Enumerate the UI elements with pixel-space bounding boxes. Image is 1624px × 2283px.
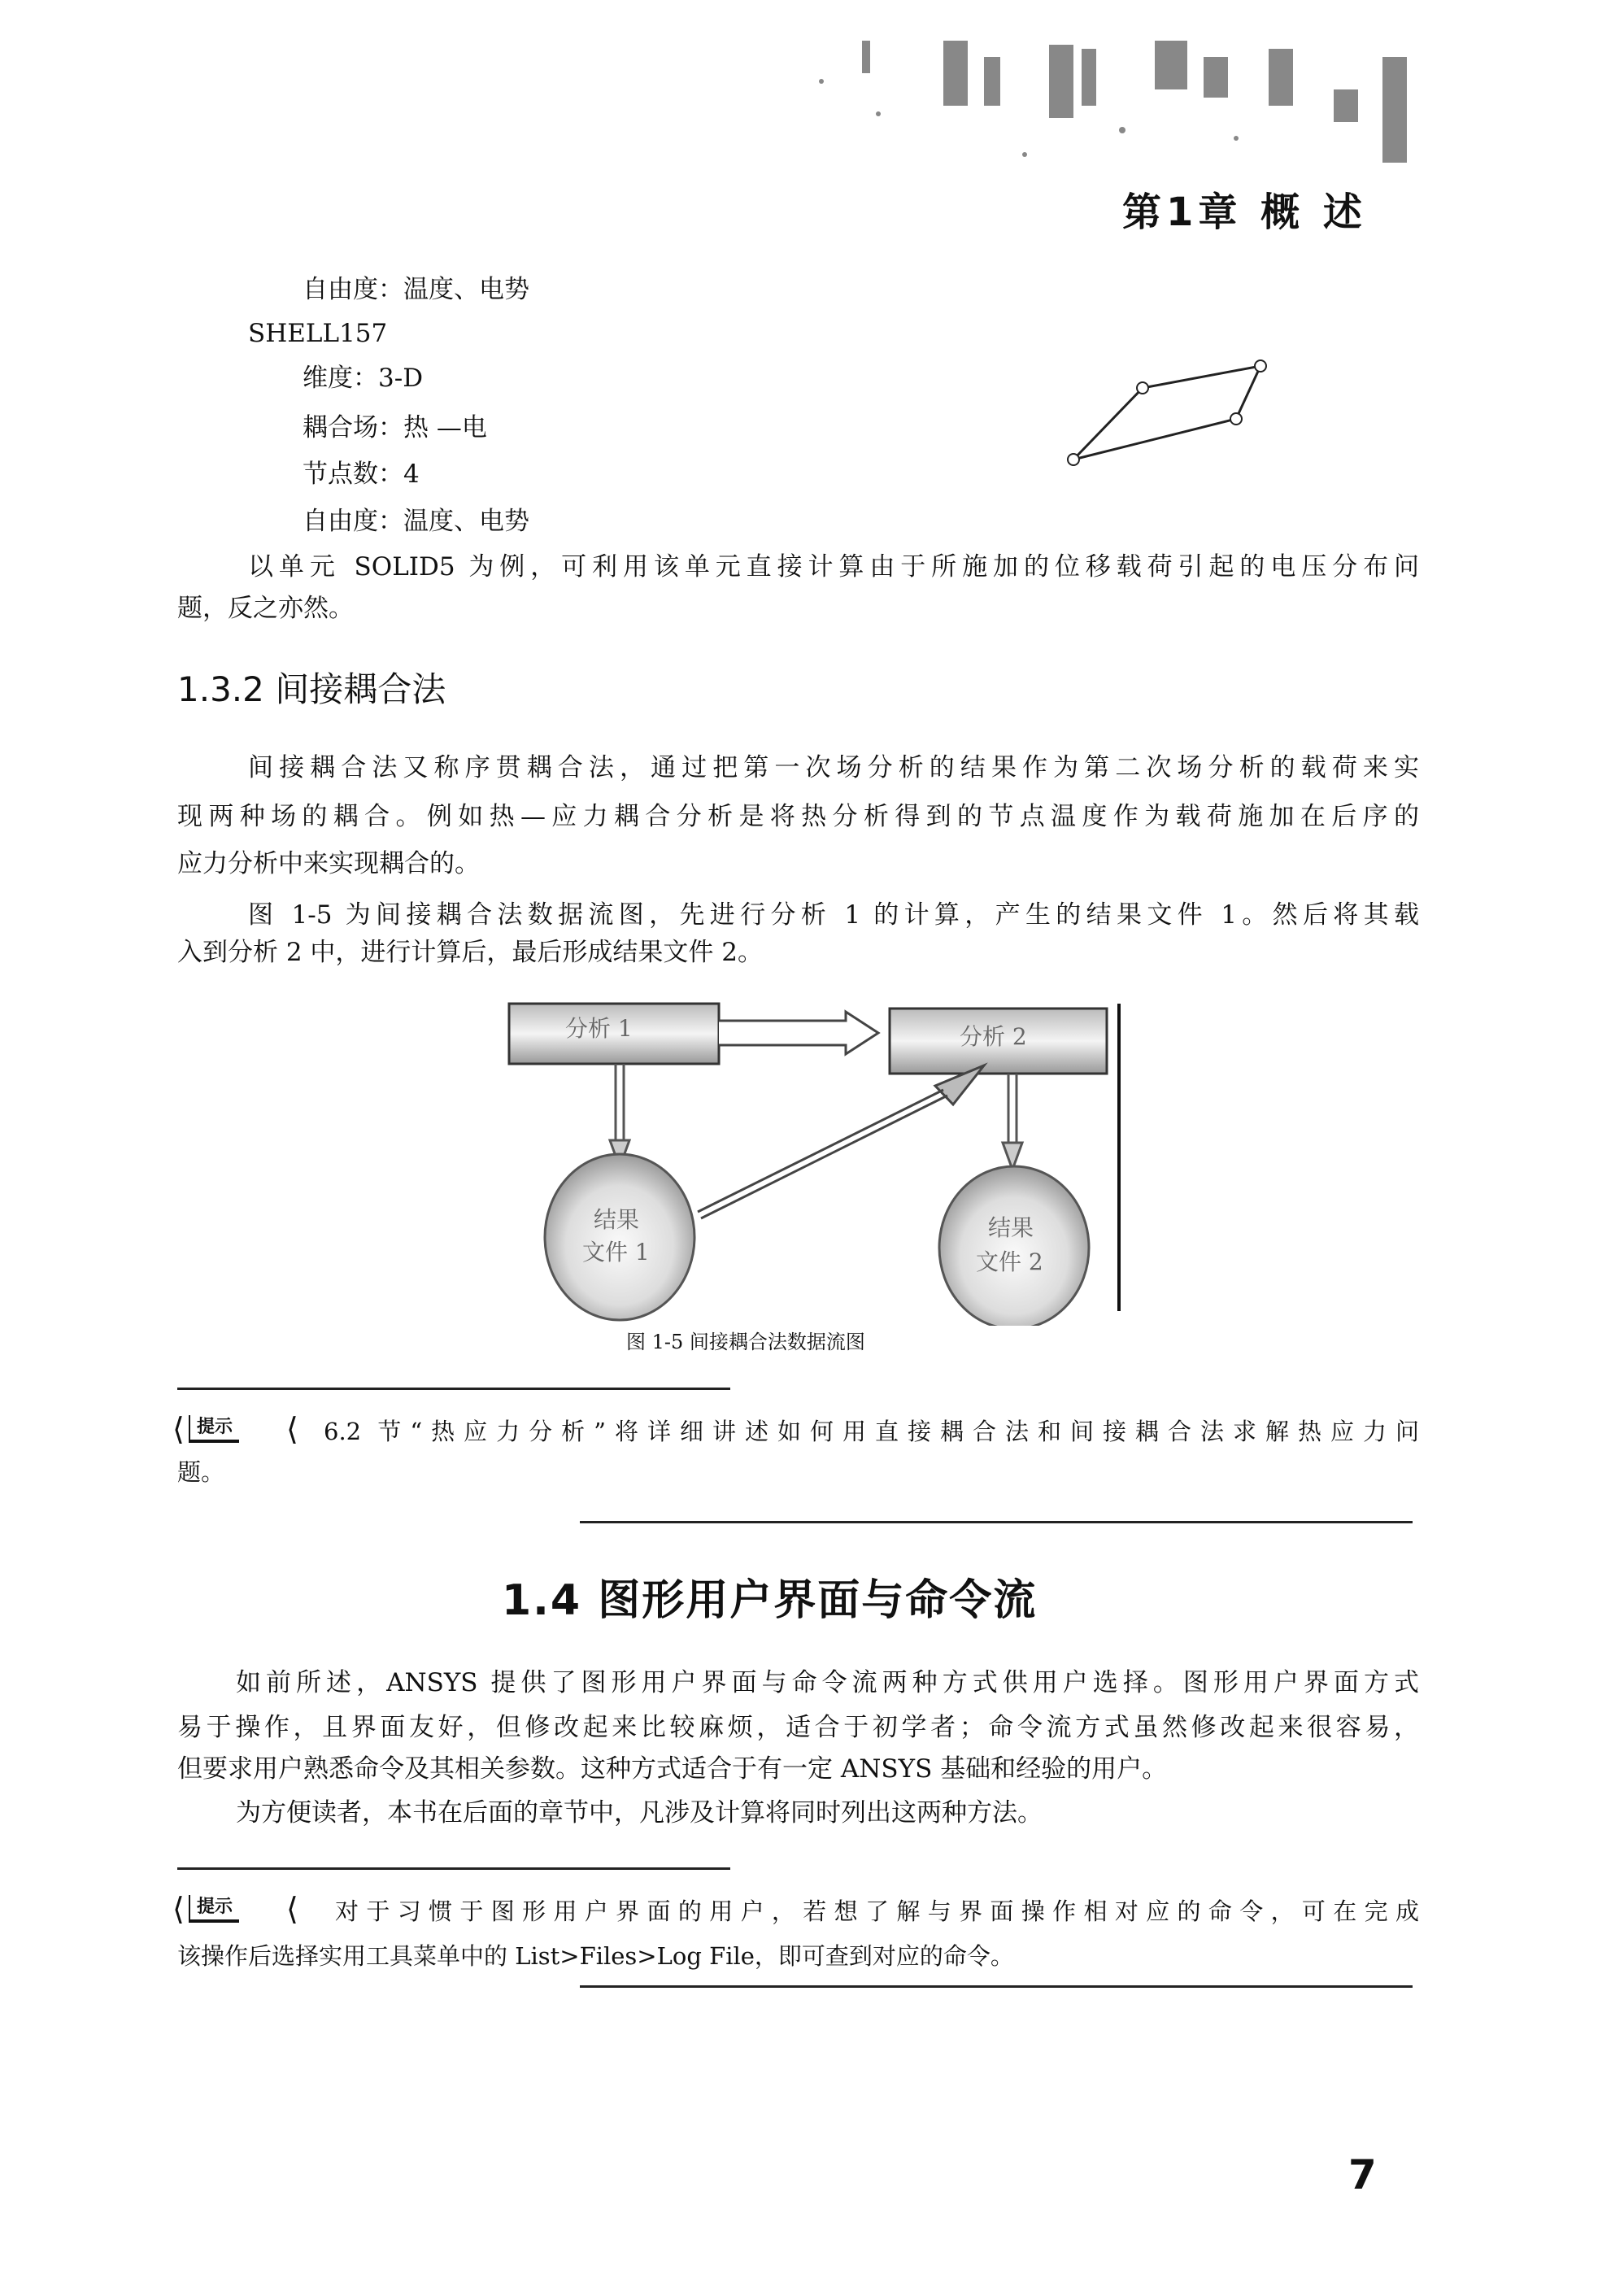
tip-text: 6.2 节“热应力分析”将详细讲述如何用直接耦合法和间接耦合法求解热应力问	[324, 1418, 1419, 1445]
tip-text: 该操作后选择实用工具菜单中的 List>Files>Log File，即可查到对应的命令。	[177, 1942, 1014, 1970]
divider	[580, 1521, 1413, 1523]
tip-bracket-icon: ⟨	[286, 1891, 298, 1927]
arrow-result1-to-analysis2	[698, 1065, 984, 1218]
paragraph-line: 图 1-5 为间接耦合法数据流图，先进行分析 1 的计算，产生的结果文件 1。然后将其载	[248, 900, 1419, 930]
paragraph-line: 为方便读者，本书在后面的章节中，凡涉及计算将同时列出这两种方法。	[236, 1798, 1043, 1828]
arrow-analysis1-to-analysis2	[719, 1012, 878, 1054]
tip-bracket-icon: ⟨	[172, 1891, 185, 1927]
paragraph-line: 现两种场的耦合。例如热—应力耦合分析是将热分析得到的节点温度作为载荷施加在后序的	[177, 802, 1419, 831]
divider	[580, 1985, 1413, 1988]
element-name: SHELL157	[248, 319, 388, 348]
paragraph-line: 如前所述，ANSYS 提供了图形用户界面与命令流两种方式供用户选择。图形用户界面方式	[236, 1668, 1419, 1697]
paragraph-line: 间接耦合法又称序贯耦合法，通过把第一次场分析的结果作为第二次场分析的载荷来实	[248, 753, 1419, 782]
paragraph-line: 入到分析 2 中，进行计算后，最后形成结果文件 2。	[177, 938, 764, 967]
result-1-label: 文件 1	[582, 1239, 650, 1266]
result-1-label: 结果	[594, 1206, 640, 1233]
result-2-label: 结果	[988, 1214, 1034, 1241]
paragraph-line: 易于操作，且界面友好，但修改起来比较麻烦，适合于初学者；命令流方式虽然修改起来很容易，	[177, 1713, 1419, 1742]
dimension-line: 维度：3-D	[303, 364, 424, 393]
tip-label: 提示	[189, 1415, 239, 1443]
divider	[177, 1388, 730, 1390]
tip-text: 对于习惯于图形用户界面的用户，若想了解与界面操作相对应的命令，可在完成	[335, 1897, 1419, 1925]
tip-label: 提示	[189, 1895, 239, 1923]
coupled-field-line: 耦合场：热 —电	[303, 413, 487, 442]
result-2-label: 文件 2	[976, 1248, 1043, 1275]
dof-line: 自由度：温度、电势	[303, 507, 529, 536]
analysis-1-label: 分析 1	[565, 1015, 633, 1042]
divider	[177, 1867, 730, 1870]
node-count-line: 节点数：4	[303, 460, 420, 489]
paragraph-line: 以单元 SOLID5 为例，可利用该单元直接计算由于所施加的位移载荷引起的电压分布问	[248, 552, 1419, 582]
shell157-element-diagram	[1057, 350, 1285, 480]
arrow-analysis1-to-result1	[610, 1064, 629, 1167]
tip-text: 题。	[177, 1458, 225, 1486]
section-heading-1-4: 1.4 图形用户界面与命令流	[502, 1576, 1038, 1625]
chapter-header: 第1章 概 述	[1122, 190, 1367, 235]
dof-line: 自由度：温度、电势	[303, 275, 529, 304]
figure-caption: 图 1-5 间接耦合法数据流图	[626, 1331, 865, 1353]
section-heading-1-3-2: 1.3.2 间接耦合法	[177, 669, 446, 709]
arrow-analysis2-to-result2	[1003, 1074, 1022, 1170]
analysis-2-label: 分析 2	[960, 1023, 1027, 1050]
paragraph-line: 但要求用户熟悉命令及其相关参数。这种方式适合于有一定 ANSYS 基础和经验的用户。	[177, 1754, 1168, 1784]
paragraph-line: 题，反之亦然。	[177, 594, 354, 623]
page-number: 7	[1348, 2151, 1377, 2198]
tip-bracket-icon: ⟨	[172, 1411, 185, 1447]
paragraph-line: 应力分析中来实现耦合的。	[177, 849, 480, 878]
header-decoration	[781, 24, 1594, 187]
tip-bracket-icon: ⟨	[286, 1411, 298, 1447]
